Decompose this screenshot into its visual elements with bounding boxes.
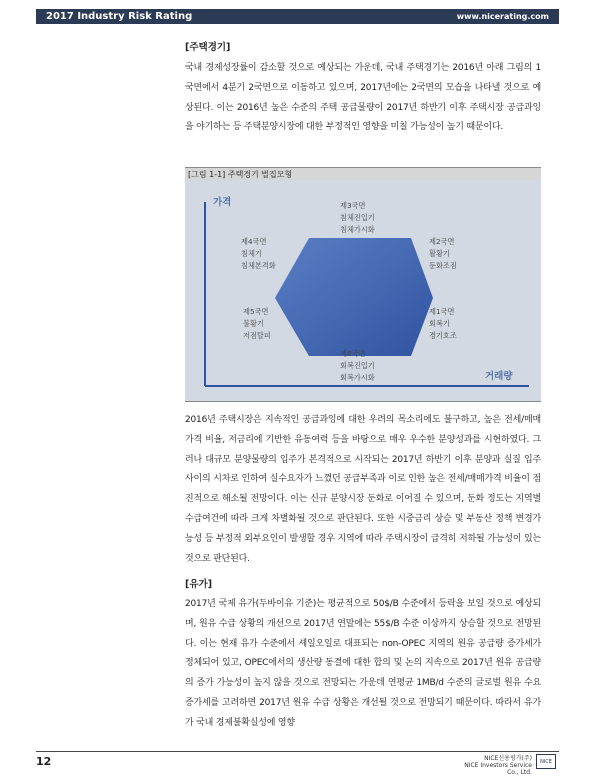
section-heading: [주택경기] xyxy=(185,42,231,53)
phase-5-label: 제5국면 불황기 저점탈피 xyxy=(243,307,271,340)
phase-6-label: 제6국면 회복진입기 회복가시화 xyxy=(340,349,375,382)
phase-4-label: 제4국면 침체기 침체본격화 xyxy=(241,237,276,270)
phase-2-label: 제2국면 활황기 둔화조짐 xyxy=(429,237,457,270)
page-number: 12 xyxy=(36,755,52,768)
figure-title: [그림 1-1] 주택경기 벌집모형 xyxy=(185,167,541,180)
brand-name: NICE신용평가(주) xyxy=(484,755,532,762)
phase-3-label: 제3국면 침체진입기 침체가시화 xyxy=(340,201,375,234)
section-housing xyxy=(185,39,541,138)
section-paragraph: 2016년 주택시장은 지속적인 공급과잉에 대한 우려의 목소리에도 불구하고, 높은 전세/매매가격 비율, 저금리에 기반한 유동여력 등을 바탕으로 매우 우수한 분양성과를 시현하였다. 그러나 대규모 분양물량의 입주가 본격적으로 시작되는 2017년 하반기 이후 분양과 실질 입주 사이의 시차로 인하여 실수요자가 느꼈던 공급부족과 이로 인한 높은 전세/매매가격 비율이 점진적으로 해소될 전망이다. 이는 신규 분양시장 둔화로 이어질 수 있으며, 둔화 정도는 지역별 수급여건에 따라 크게 차별화될 것으로 판단된다. 또한 시중금리 상승 및 부동산 정책 변경가능성 등 부정적 외부요인이 발생할 경우 지역에 따라 주택시장이 급격히 저하될 가능성이 있는 것으로 판단된다. xyxy=(185,415,541,564)
nice-logo: NICE xyxy=(536,754,556,769)
website-url[interactable]: www.nicerating.com xyxy=(456,12,549,21)
footer-divider xyxy=(36,751,559,752)
brand-text xyxy=(462,755,532,776)
section-paragraph: 국내 경제성장률이 감소할 것으로 예상되는 가운데, 국내 주택경기는 2016년 아래 그림의 1국면에서 4분기 2국면으로 이동하고 있으며, 2017년에는 2국면의 모습을 나타낼 것으로 예상된다. 이는 2016년 높은 수준의 주택 공급물량이 2017년 하반기 이후 주택시장 공급과잉을 야기하는 등 주택분양시장에 대한 부정적인 영향을 미칠 가능성이 높기 때문이다. xyxy=(185,63,541,133)
x-axis-label: 거래량 xyxy=(485,371,513,382)
header-bar xyxy=(36,9,559,24)
y-axis-label: 가격 xyxy=(213,197,232,208)
phase-1-label: 제1국면 회복기 경기호조 xyxy=(429,307,457,340)
hexagon-shape xyxy=(275,238,433,356)
brand-name-en: NICE Investors Service Co., Ltd. xyxy=(464,762,532,776)
report-title: 2017 Industry Risk Rating xyxy=(46,11,193,22)
section-paragraph: 2017년 국제 유가(두바이유 기준)는 평균적으로 50$/B 수준에서 등락을 보일 것으로 예상되며, 원유 수급 상황의 개선으로 2017년 연말에는 55$/B 수준 이상까지 상승할 것으로 전망된다. 이는 현재 유가 수준에서 셰일오일로 대표되는 non-OPEC 지역의 원유 공급량 증가세가 정체되어 있고, OPEC에서의 생산량 동결에 대한 합의 및 논의 지속으로 2017년 원유 공급량의 증가 가능성이 높지 않을 것으로 전망되는 가운데 연평균 1MB/d 수준의 글로벌 원유 수요 증가세를 고려하면 2017년 원유 수급 상황은 개선될 것으로 전망되기 때문이다. 따라서 유가가 국내 경제불확실성에 영향 xyxy=(185,599,541,728)
honeycomb-figure xyxy=(185,180,541,402)
section-heading: [유가] xyxy=(185,579,213,590)
housing-outlook-section xyxy=(185,411,541,569)
oil-section xyxy=(185,595,541,734)
